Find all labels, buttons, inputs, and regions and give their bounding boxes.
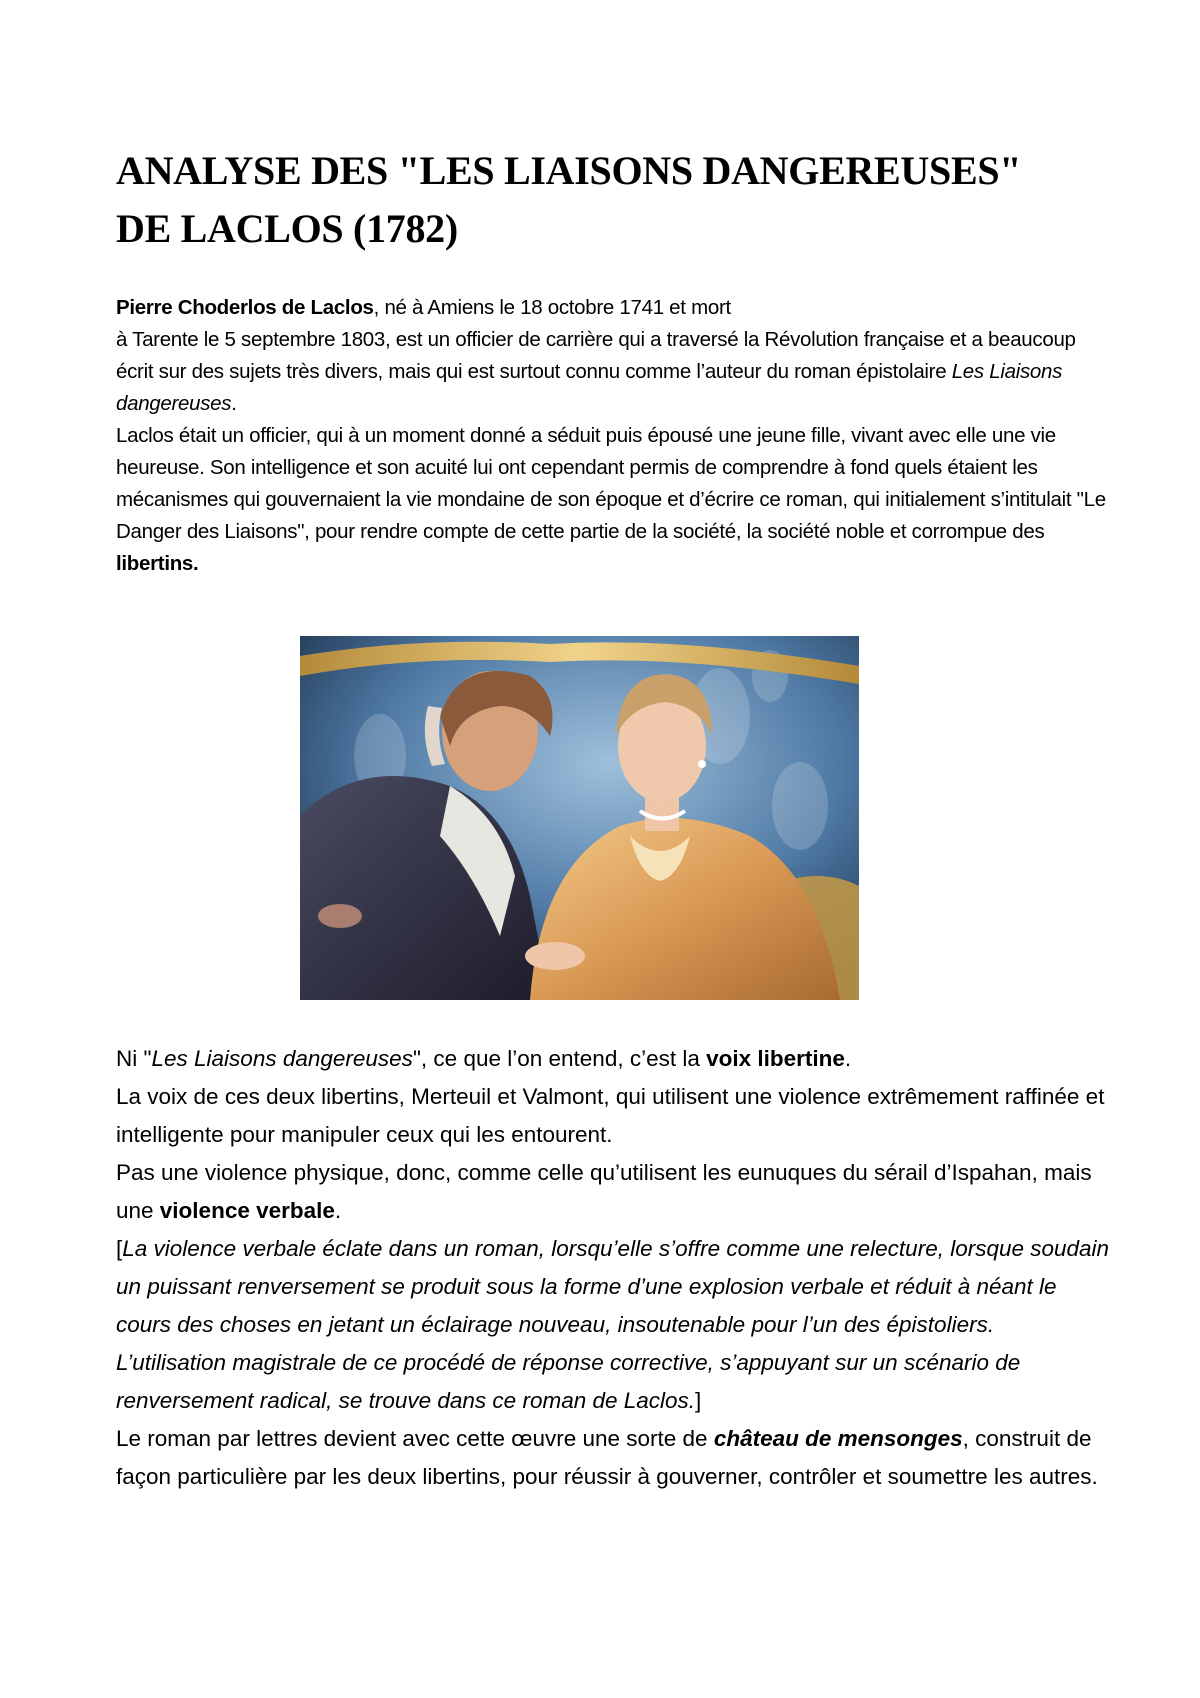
voix-libertine-term: voix libertine [706,1046,845,1071]
pearl-earring [698,760,706,768]
film-still-illustration [300,636,859,1000]
novel-title: Les Liaisons dangereuses [116,360,1063,415]
analysis-paragraph-4 [116,1420,1116,1496]
p1-novel-title: Les Liaisons dangereuses [151,1046,413,1071]
title-line-2: DE LACLOS (1782) [116,206,458,251]
bio-paragraph-1 [116,292,1106,420]
bio-text-1-end: . [231,392,237,415]
bio-paragraph-2 [116,420,1106,580]
analysis-paragraph-1 [116,1040,1116,1078]
film-still-image [300,636,859,1000]
bio-text-1: à Tarente le 5 septembre 1803, est un officier de carrière qui a traversé la Révolution française et a beaucoup écrit sur des sujets très divers, mais qui est surtout connu comme l’auteur du roman épistolaire [116,328,1076,383]
p3-end: . [334,1198,342,1223]
quote-paragraph-2 [116,1344,1116,1420]
quote-text-2: L’utilisation magistrale de ce procédé de réponse corrective, s’appuyant sur un scénario de renversement radical, se trouve dans ce roman de Laclos. [116,1350,1021,1413]
violence-verbale-term: violence verbale [159,1198,335,1223]
p1-start: Ni " [116,1046,152,1071]
hand-shadow [318,904,362,928]
p1-end: . [844,1046,852,1071]
quote-paragraph-1 [116,1230,1116,1344]
analysis-paragraph-2: La voix de ces deux libertins, Merteuil et Valmont, qui utilisent une violence extrêmement raffinée et intelligente pour manipuler ceux qui les entourent. [116,1084,1105,1147]
title-line-1: ANALYSE DES "LES LIAISONS DANGEREUSES" [116,148,1022,193]
page-title [116,142,1096,258]
hand [525,942,585,970]
p4-end: , construit de façon particulière par les deux libertins, pour réussir à gouverner, contrôler et soumettre les autres. [116,1426,1098,1489]
analysis-paragraph-3 [116,1154,1116,1230]
p4-start: Le roman par lettres devient avec cette œuvre une sorte de [116,1426,714,1451]
p3-start: Pas une violence physique, donc, comme celle qu’utilisent les eunuques du sérail d’Ispahan, mais une [116,1160,1092,1223]
bio-text-2: Laclos était un officier, qui à un moment donné a séduit puis épousé une jeune fille, vivant avec elle une vie heureuse. Son intelligence et son acuité lui ont cependant permis de comprendre à fond quels étaient les mécanismes qui gouvernaient la vie mondaine de son époque et d’écrire ce roman, qui initialement s’intitulait "Le Danger des Liaisons", pour rendre compte de cette partie de la société, la société noble et corrompue des [116,424,1106,543]
author-biography [116,292,1106,580]
quote-open-bracket: [ [116,1236,123,1261]
analysis-section [116,1040,1116,1496]
chateau-de-mensonges-term: château de mensonges [713,1426,963,1451]
author-name: Pierre Choderlos de Laclos [116,296,374,319]
p1-mid: ", ce que l’on entend, c’est la [412,1046,707,1071]
quote-close-bracket: ] [695,1388,702,1413]
quote-text-1: La violence verbale éclate dans un roman, lorsqu’elle s’offre comme une relecture, lorsque soudain un puissant renversement se produit sous la forme d’une explosion verbale et réduit à néant le cours des choses en jetant un éclairage nouveau, insoutenable pour l’un des épistoliers. [116,1236,1110,1337]
bio-line1-rest: , né à Amiens le 18 octobre 1741 et mort [373,296,731,319]
libertins-term: libertins. [116,552,199,575]
